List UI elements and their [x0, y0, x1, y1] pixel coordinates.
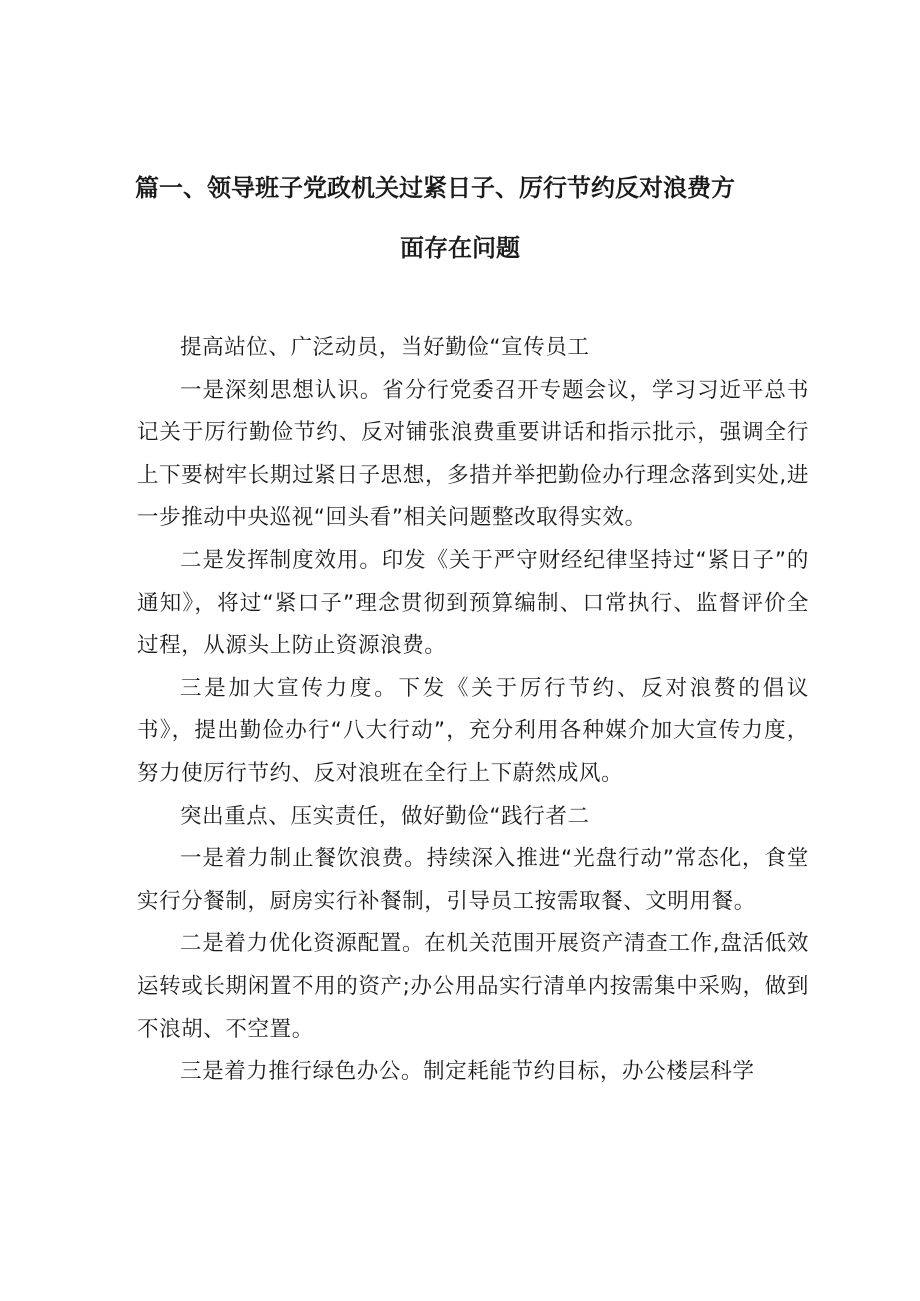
section-heading-2: 突出重点、压实责任，做好勤俭“践行者二 — [180, 803, 590, 829]
document-title-line-1: 篇一、领导班子党政机关过紧日子、厉行节约反对浪费方 — [135, 174, 735, 202]
section-heading-1: 提高站位、广泛动员，当好勤俭“宣传员工 — [180, 335, 590, 360]
document-body — [137, 327, 809, 1094]
body-paragraph: 一是深刻思想认识。省分行党委召开专题会议，学习习近平总书记关于厉行勤俭节约、反对铺张浪费重要讲话和指示批示，强调全行上下要树牢长期过紧日子思想，多措并举把勤俭办行理念落到实处,进一步推动中央巡视“回头看”相关问题整改取得实效。 — [137, 377, 809, 531]
body-paragraph: 三是着力推行绿色办公。制定耗能节约目标，办公楼层科学 — [180, 1059, 755, 1085]
body-paragraph: 二是着力优化资源配置。在机关范围开展资产清查工作,盘活低效运转或长期闲置不用的资产;办公用品实行清单内按需集中采购，做到不浪胡、不空置。 — [137, 931, 809, 1042]
body-paragraph: 一是着力制止餐饮浪费。持续深入推进“光盘行动”常态化，食堂实行分餐制，厨房实行补餐制，引导员工按需取餐、文明用餐。 — [137, 846, 809, 914]
body-paragraph: 二是发挥制度效用。印发《关于严守财经纪律坚持过“紧日子”的通知》，将过“紧口子”理念贯彻到预算编制、口常执行、监督评价全过程，从源头上防止资源浪费。 — [137, 547, 809, 659]
document-title-line-2: 面存在问题 — [400, 234, 520, 262]
body-paragraph: 三是加大宣传力度。下发《关于厉行节约、反对浪赘的倡议书》，提出勤俭办行“八大行动”，充分利用各种媒介加大宣传力度，努力使厉行节约、反对浪班在全行上下蔚然成风。 — [137, 675, 809, 786]
